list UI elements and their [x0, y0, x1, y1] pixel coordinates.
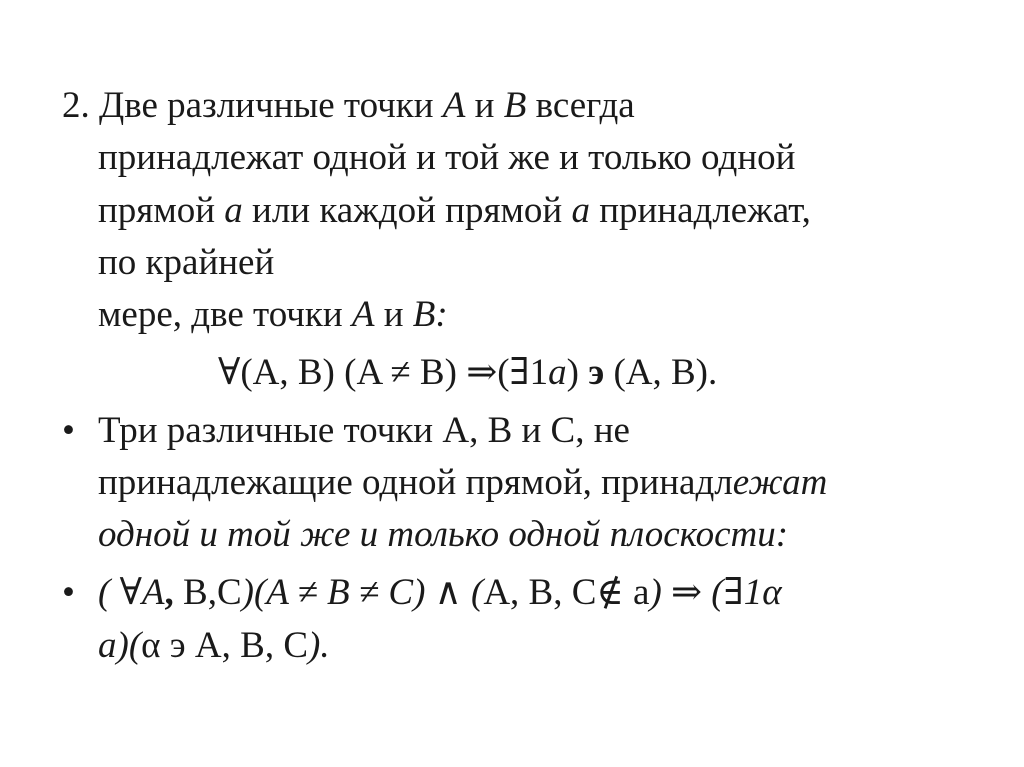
- bullet2-line1: ( ∀A, B,C)(A ≠ B ≠ C) ∧ (A, B, C∉ a) ⇒ (∃1α: [98, 572, 782, 613]
- bullet-marker: •: [62, 410, 75, 451]
- item2-line2: принадлежат одной и той же и только одной: [98, 137, 796, 178]
- bullet2-line2: a)(α э A, B, C).: [98, 625, 330, 666]
- bullet1-line1: Три различные точки A, B и C, не: [98, 410, 630, 451]
- point-b: B: [503, 85, 527, 126]
- bullet1-line2: принадлежащие одной прямой, принадлежат: [98, 462, 828, 503]
- item2-line3: прямой a или каждой прямой a принадлежат,: [98, 190, 811, 231]
- item2-line4: по крайней: [98, 242, 275, 283]
- bullet-marker: •: [62, 572, 75, 613]
- formula-line: ∀(A, B) (A ≠ B) ⇒(∃1a) э (A, B).: [218, 352, 718, 393]
- item-number: 2.: [62, 85, 90, 126]
- item2-line1: 2. Две различные точки A и B всегда: [62, 85, 635, 126]
- point-a: A: [442, 85, 466, 126]
- bullet1-line3: одной и той же и только одной плоскости:: [98, 514, 789, 555]
- item2-line5: мере, две точки A и B:: [98, 294, 448, 335]
